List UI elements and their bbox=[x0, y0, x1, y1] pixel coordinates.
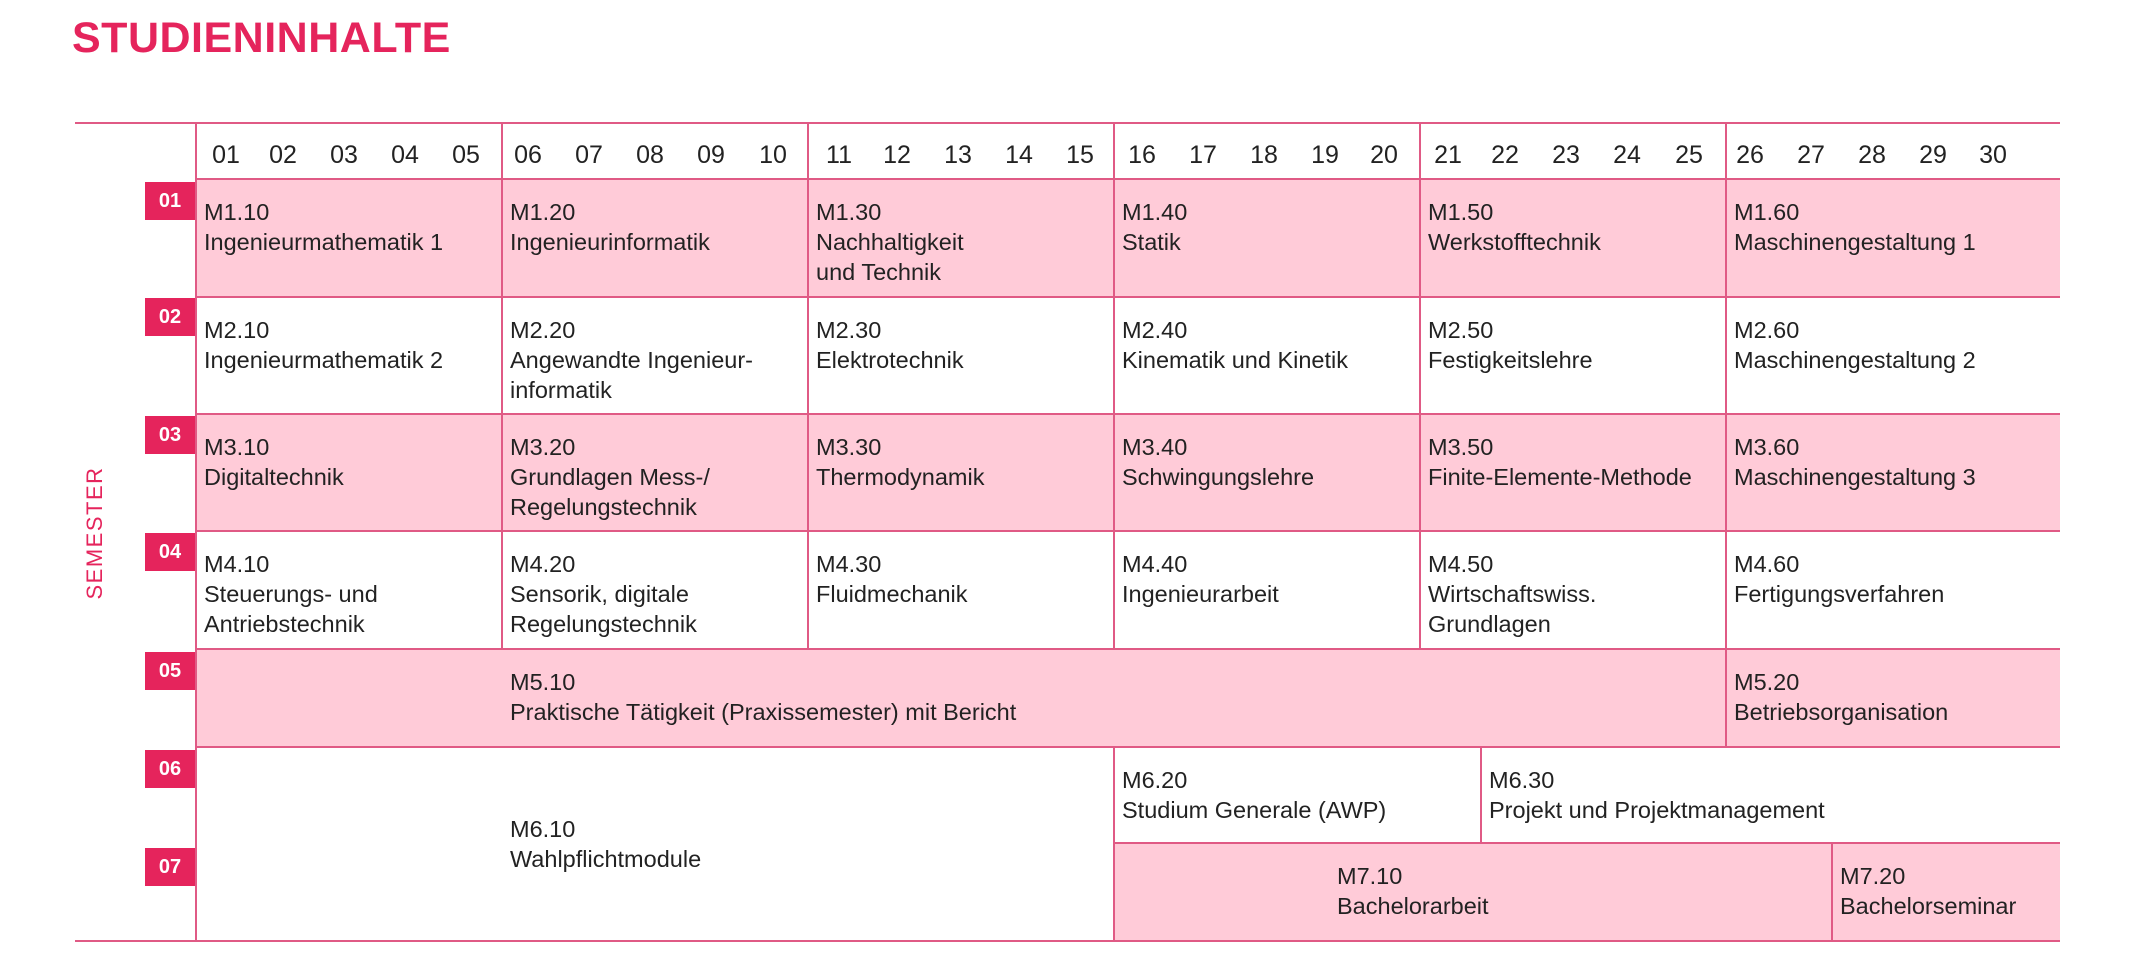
module-name: Thermodynamik bbox=[816, 464, 985, 490]
module-code: M2.30 bbox=[816, 317, 882, 343]
column-number: 10 bbox=[759, 141, 787, 169]
module-name: Wahlpflichtmodule bbox=[510, 846, 702, 872]
column-number: 30 bbox=[1979, 141, 2007, 169]
semester-badge: 04 bbox=[145, 533, 195, 571]
column-number: 15 bbox=[1066, 141, 1094, 169]
top-rule bbox=[75, 122, 2060, 124]
module-cell bbox=[1727, 415, 2060, 532]
column-number: 28 bbox=[1858, 141, 1886, 169]
module-name: Studium Generale (AWP) bbox=[1122, 797, 1387, 823]
module-cell bbox=[1727, 650, 2060, 748]
column-number: 21 bbox=[1434, 141, 1462, 169]
column-number: 17 bbox=[1189, 141, 1217, 169]
module-name: Fluidmechanik bbox=[816, 581, 968, 607]
module-name: Maschinengestaltung 3 bbox=[1734, 464, 1976, 490]
module-code: M3.60 bbox=[1734, 434, 1800, 460]
module-cell bbox=[1482, 748, 2060, 844]
column-number: 09 bbox=[697, 141, 725, 169]
module-name: Angewandte Ingenieur- informatik bbox=[510, 347, 754, 403]
module-name: Steuerungs- und Antriebstechnik bbox=[204, 581, 378, 637]
module-code: M4.50 bbox=[1428, 551, 1494, 577]
module-code: M1.50 bbox=[1428, 199, 1494, 225]
module-cell bbox=[1115, 415, 1421, 532]
module-cell bbox=[197, 650, 1727, 748]
module-name: Nachhaltigkeit und Technik bbox=[816, 229, 964, 285]
column-number: 02 bbox=[269, 141, 297, 169]
module-cell bbox=[197, 180, 503, 298]
column-number: 26 bbox=[1736, 141, 1764, 169]
page-title: STUDIENINHALTE bbox=[72, 14, 451, 62]
column-number: 20 bbox=[1370, 141, 1398, 169]
semester-badge: 01 bbox=[145, 182, 195, 220]
module-code: M4.40 bbox=[1122, 551, 1188, 577]
semester-badge: 06 bbox=[145, 750, 195, 788]
column-number: 11 bbox=[826, 141, 852, 169]
module-cell bbox=[1115, 298, 1421, 415]
column-number: 04 bbox=[391, 141, 419, 169]
module-code: M7.10 bbox=[1337, 863, 1403, 889]
module-name: Bachelorseminar bbox=[1840, 893, 2017, 919]
column-number: 05 bbox=[452, 141, 480, 169]
module-cell bbox=[1421, 298, 1727, 415]
column-number: 25 bbox=[1675, 141, 1703, 169]
column-number: 23 bbox=[1552, 141, 1580, 169]
module-code: M3.40 bbox=[1122, 434, 1188, 460]
module-code: M4.20 bbox=[510, 551, 576, 577]
module-code: M3.20 bbox=[510, 434, 576, 460]
module-code: M1.10 bbox=[204, 199, 270, 225]
module-cell bbox=[197, 298, 503, 415]
module-code: M6.20 bbox=[1122, 767, 1188, 793]
column-number: 24 bbox=[1613, 141, 1641, 169]
module-cell bbox=[809, 415, 1115, 532]
module-code: M2.20 bbox=[510, 317, 576, 343]
module-code: M2.60 bbox=[1734, 317, 1800, 343]
module-cell bbox=[1727, 532, 2060, 650]
module-name: Maschinengestaltung 1 bbox=[1734, 229, 1976, 255]
module-code: M4.30 bbox=[816, 551, 882, 577]
module-cell bbox=[809, 298, 1115, 415]
column-number: 29 bbox=[1919, 141, 1947, 169]
semester-axis-label: SEMESTER bbox=[82, 466, 107, 600]
module-name: Praktische Tätigkeit (Praxissemester) mit Bericht bbox=[510, 699, 1017, 725]
module-name: Ingenieurinformatik bbox=[510, 229, 710, 255]
column-number: 01 bbox=[212, 141, 240, 169]
column-number: 19 bbox=[1311, 141, 1339, 169]
column-number: 14 bbox=[1005, 141, 1033, 169]
module-name: Ingenieurmathematik 2 bbox=[204, 347, 444, 373]
module-name: Schwingungslehre bbox=[1122, 464, 1315, 490]
module-name: Wirtschaftswiss. Grundlagen bbox=[1428, 581, 1597, 637]
module-name: Grundlagen Mess-/ Regelungstechnik bbox=[510, 464, 710, 520]
module-cell bbox=[1115, 748, 1482, 844]
module-cell bbox=[503, 415, 809, 532]
module-name: Ingenieurmathematik 1 bbox=[204, 229, 444, 255]
column-number: 22 bbox=[1491, 141, 1519, 169]
column-number: 06 bbox=[514, 141, 542, 169]
column-number: 27 bbox=[1797, 141, 1825, 169]
module-code: M2.40 bbox=[1122, 317, 1188, 343]
module-name: Bachelorarbeit bbox=[1337, 893, 1489, 919]
module-code: M7.20 bbox=[1840, 863, 1906, 889]
semester-badge: 07 bbox=[145, 848, 195, 886]
module-name: Fertigungsverfahren bbox=[1734, 581, 1945, 607]
module-cell bbox=[1115, 532, 1421, 650]
module-cell bbox=[1115, 844, 1833, 940]
module-name: Elektrotechnik bbox=[816, 347, 964, 373]
semester-badge: 05 bbox=[145, 652, 195, 690]
module-name: Sensorik, digitale Regelungstechnik bbox=[510, 581, 697, 637]
column-number: 03 bbox=[330, 141, 358, 169]
module-code: M4.60 bbox=[1734, 551, 1800, 577]
module-code: M1.30 bbox=[816, 199, 882, 225]
module-name: Ingenieurarbeit bbox=[1122, 581, 1279, 607]
module-code: M4.10 bbox=[204, 551, 270, 577]
module-cell bbox=[503, 532, 809, 650]
module-name: Kinematik und Kinetik bbox=[1122, 347, 1348, 373]
module-cell bbox=[1421, 532, 1727, 650]
module-code: M5.10 bbox=[510, 669, 576, 695]
semester-badge: 02 bbox=[145, 298, 195, 336]
module-cell bbox=[1421, 415, 1727, 532]
module-cell bbox=[1115, 180, 1421, 298]
module-code: M2.50 bbox=[1428, 317, 1494, 343]
module-cell bbox=[197, 415, 503, 532]
module-cell bbox=[809, 532, 1115, 650]
module-name: Maschinengestaltung 2 bbox=[1734, 347, 1976, 373]
module-cell bbox=[1727, 298, 2060, 415]
module-name: Festigkeitslehre bbox=[1428, 347, 1593, 373]
module-code: M1.40 bbox=[1122, 199, 1188, 225]
module-name: Werkstofftechnik bbox=[1428, 229, 1601, 255]
module-cell bbox=[809, 180, 1115, 298]
module-name: Betriebsorganisation bbox=[1734, 699, 1949, 725]
column-number: 16 bbox=[1128, 141, 1156, 169]
column-number: 08 bbox=[636, 141, 664, 169]
module-cell bbox=[503, 298, 809, 415]
module-name: Statik bbox=[1122, 229, 1181, 255]
module-cell bbox=[197, 748, 1115, 940]
module-code: M3.10 bbox=[204, 434, 270, 460]
module-cell bbox=[1727, 180, 2060, 298]
module-name: Finite-Elemente-Methode bbox=[1428, 464, 1692, 490]
bottom-rule bbox=[75, 940, 2060, 942]
module-code: M3.30 bbox=[816, 434, 882, 460]
module-code: M3.50 bbox=[1428, 434, 1494, 460]
column-number: 12 bbox=[883, 141, 911, 169]
column-number: 13 bbox=[944, 141, 972, 169]
module-code: M1.20 bbox=[510, 199, 576, 225]
module-code: M6.30 bbox=[1489, 767, 1555, 793]
module-code: M2.10 bbox=[204, 317, 270, 343]
module-code: M1.60 bbox=[1734, 199, 1800, 225]
module-cell bbox=[503, 180, 809, 298]
semester-badge: 03 bbox=[145, 416, 195, 454]
module-name: Digitaltechnik bbox=[204, 464, 344, 490]
module-code: M6.10 bbox=[510, 816, 576, 842]
module-cell bbox=[197, 532, 503, 650]
module-code: M5.20 bbox=[1734, 669, 1800, 695]
module-cell bbox=[1833, 844, 2060, 940]
column-number: 07 bbox=[575, 141, 603, 169]
module-name: Projekt und Projektmanagement bbox=[1489, 797, 1825, 823]
module-cell bbox=[1421, 180, 1727, 298]
column-number: 18 bbox=[1250, 141, 1278, 169]
